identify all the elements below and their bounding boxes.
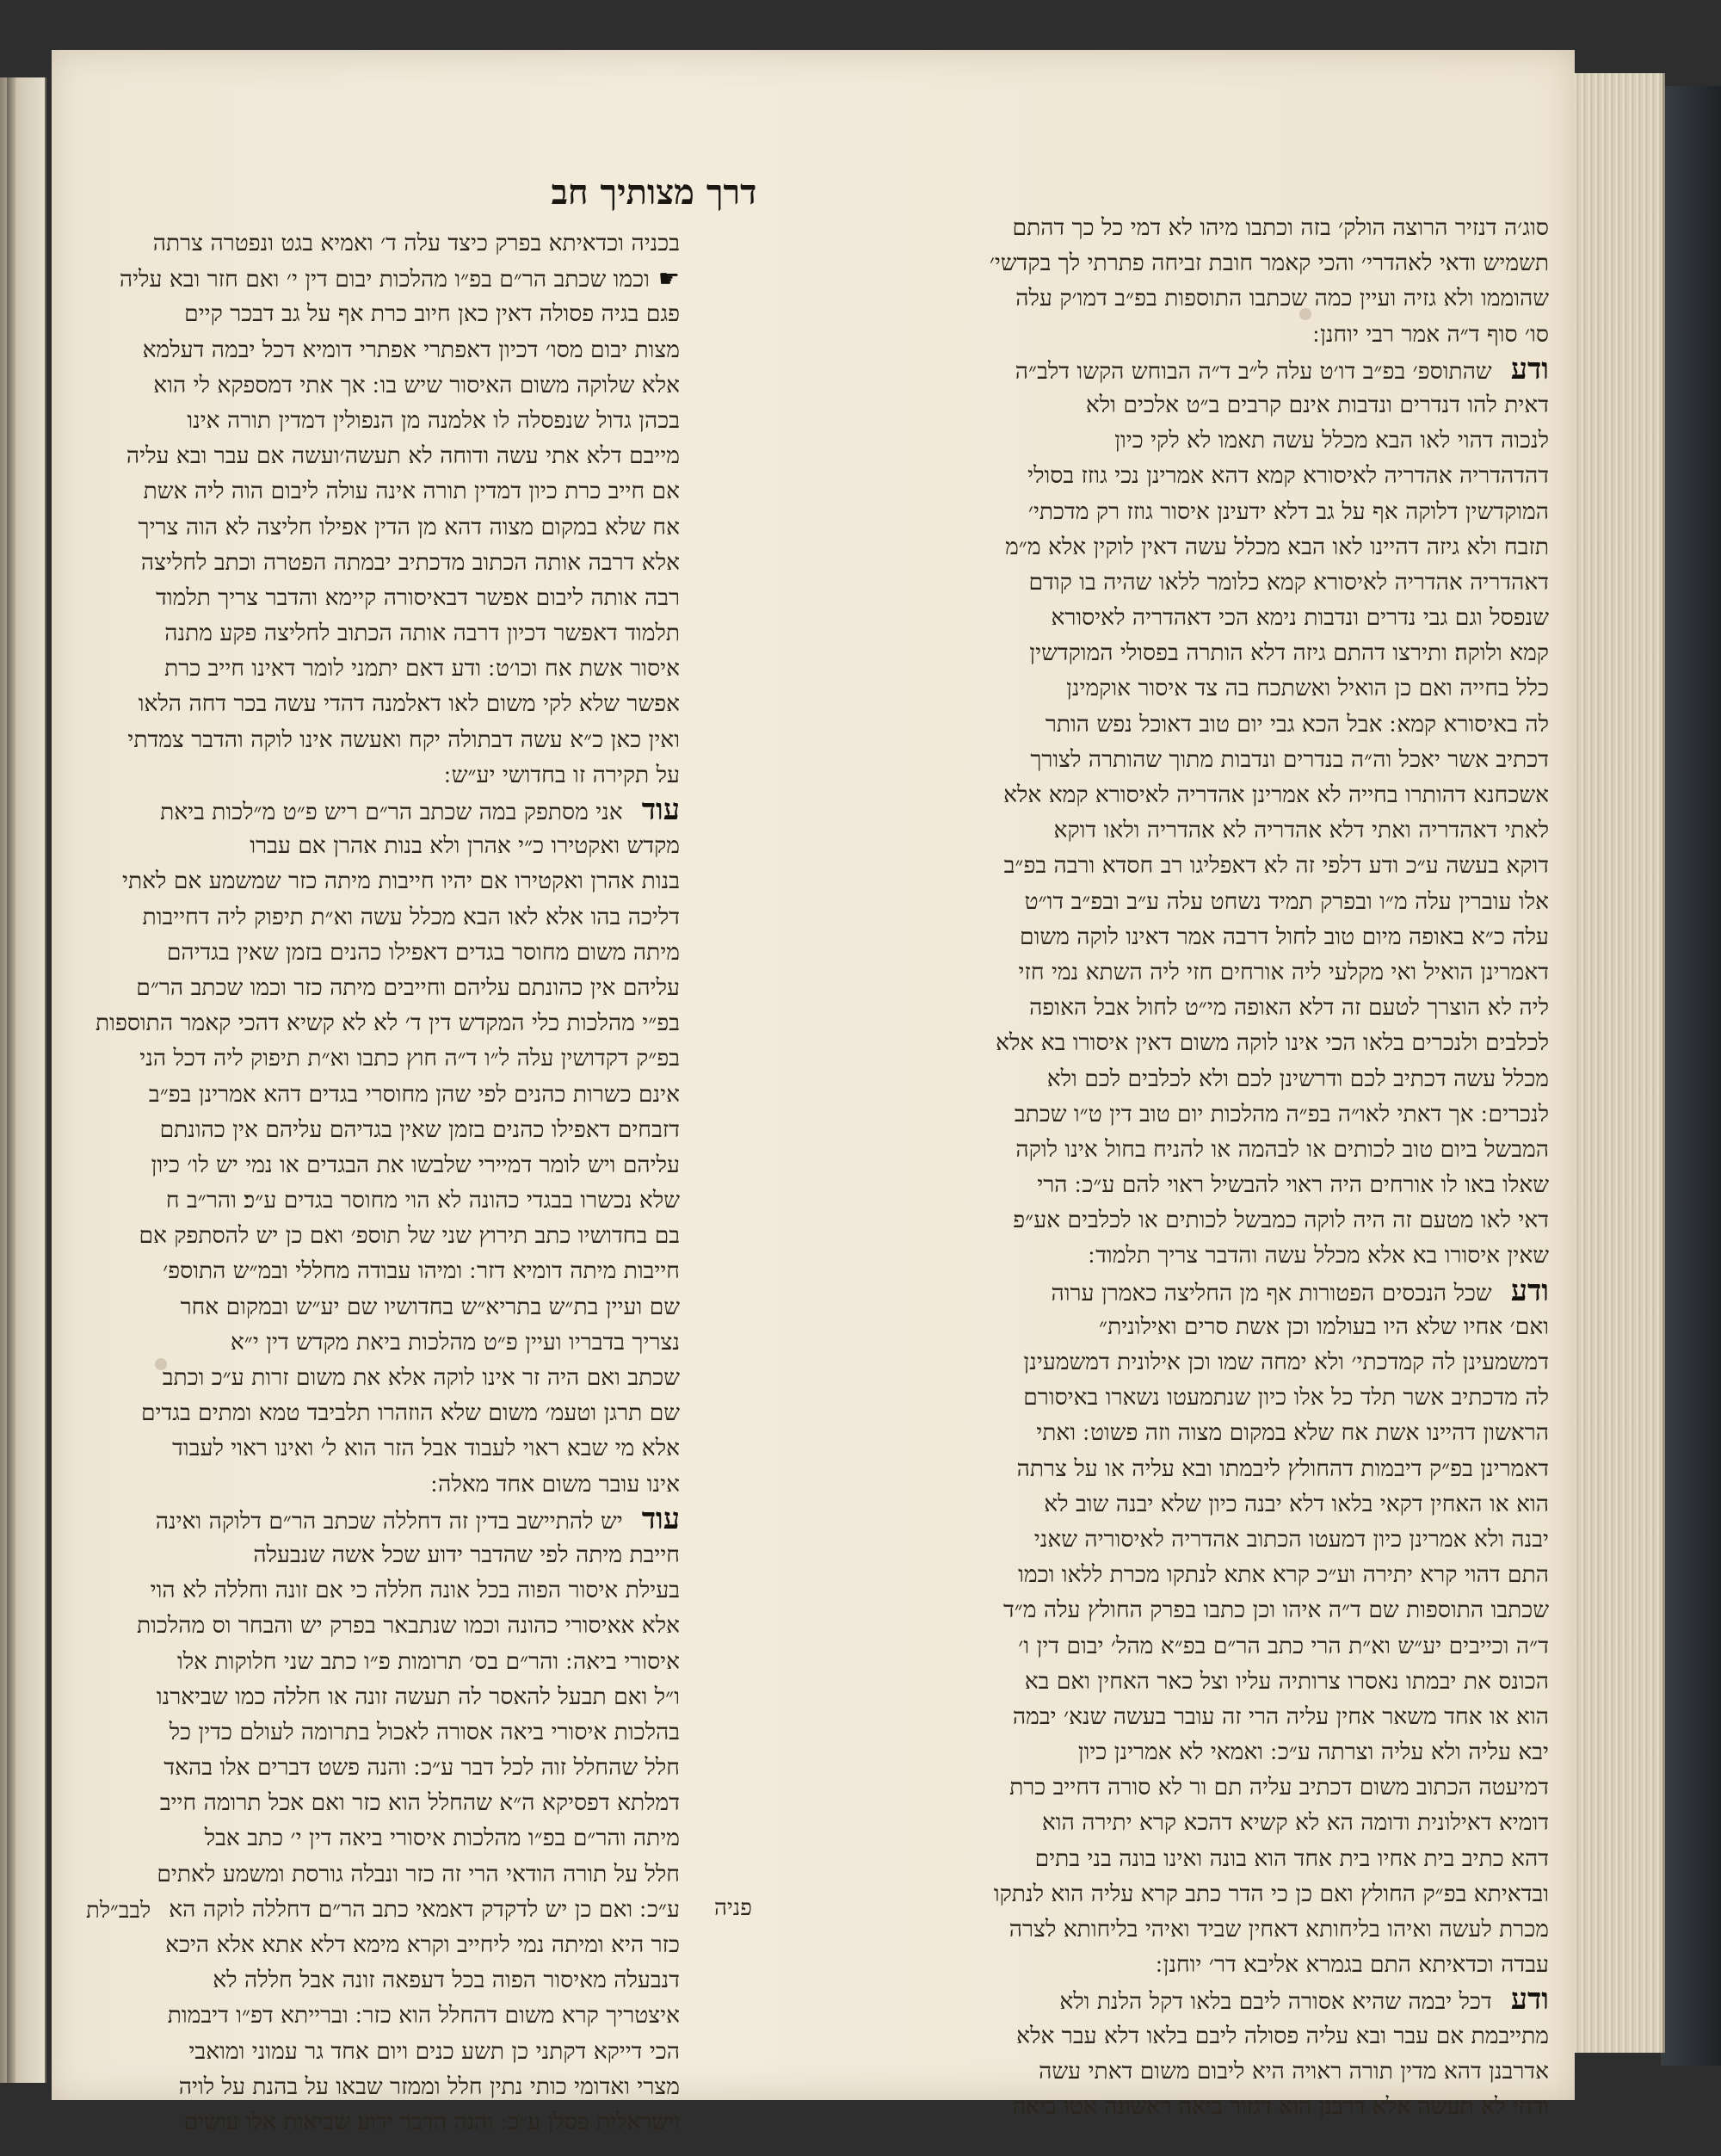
line-text: חלל שהחלל זוה לכל דבר ע״כ ׃ והנה פשט דברים אלו בהאד	[163, 1754, 680, 1782]
text-line	[86, 1750, 680, 1785]
text-line	[680, 1734, 1549, 1770]
text-line	[86, 1608, 680, 1643]
text-line	[680, 2089, 1549, 2124]
line-text: מיתה והר״ם בפ״ו מהלכות איסורי ביאה דין י׳ כתב אבל	[204, 1825, 680, 1852]
text-line	[680, 742, 1549, 777]
line-text: תשמיש ודאי לאהדרי׳ והכי קאמר חובת זביחה פתרתי לך בקדשי׳	[989, 250, 1549, 277]
left-page-edge	[0, 77, 46, 2083]
section-lead-word: ודע	[1510, 351, 1549, 386]
text-line	[680, 1592, 1549, 1628]
line-text: תזבח ולא גיזה דהיינו לאו הבא מכלל עשה דאין לוקין אלא מ״מ	[1005, 533, 1549, 560]
line-text: נצריך בדבריו ועיין פ״ט מהלכות ביאת מקדש דין י״א	[230, 1328, 680, 1356]
line-text: על תקירה זו בחדושי יע״ש ׃	[444, 761, 680, 788]
line-text: אם חייב כרת כיון דמדין תורה אינה עולה ליבום הוה ליה אשת	[143, 478, 680, 505]
line-text: עלה כ״א באופה מיום טוב לחול דרבה אמר דאינו לוקה משום	[1020, 923, 1549, 950]
line-text: איסור אשת אח וכו׳ט ׃ ודע דאם יתמני לומר דאינו חייב כרת	[164, 655, 680, 683]
text-line	[86, 793, 680, 828]
line-text: עבדה וכדאיתא התם בגמרא אליבא דר׳ יוחנן ׃	[1156, 1951, 1549, 1979]
line-text: עליהם אין כהונתם עליהם וחייבים מיתה כזר וכמו שכתב הר״ם	[136, 973, 680, 1001]
text-line	[680, 494, 1549, 529]
text-line	[86, 828, 680, 863]
line-text: שם תרגן וטעמ׳ משום שלא הוזהרו תלביבד טמא ומתים בגדים	[141, 1399, 680, 1427]
line-text: לנכוה דהוי לאו הבא מכלל עשה תאמו לא לקי כיון	[1114, 427, 1549, 454]
text-line	[680, 423, 1549, 458]
line-text: התם דהוי קרא יתירה וע״כ קרא אתא לנתקו מכרת ללאו וכמו	[1018, 1561, 1549, 1589]
line-text: דומיא דאילונית ודומה הא לא קשיא דהכא קרא יתירה הוא	[1041, 1809, 1549, 1837]
text-line	[86, 970, 680, 1005]
text-line	[86, 473, 680, 509]
text-line	[86, 225, 680, 261]
line-text: מצרי ואדומי כותי נתין חלל וממזר שבאו על בהנת על לויה	[178, 2073, 680, 2100]
text-line	[680, 848, 1549, 883]
pointing-hand-icon: ☛	[657, 264, 680, 293]
line-text: ד״ה וכייבים יע״ש וא״ת הרי כתב הר״ם בפ״א מהל׳ יבום דין ו׳	[1018, 1632, 1549, 1659]
line-text: וישראלית פסלן ע״כ ׃ והנה הדבר ידוע שביאות אלו עושים	[183, 2108, 680, 2135]
line-text: מכרת לעשה ואיהו בליחותא דאחין שביד ואיהי בליחותא לצרה	[1009, 1916, 1549, 1943]
text-line	[680, 1664, 1549, 1699]
line-text: ואין כאן כ״א עשה דבתולה יקח ואעשה אינו לוקה והדבר צמדתי	[127, 726, 680, 753]
line-text: אח שלא במקום מצוה דהא מן הדין אפילו חליצה לא הוה צריך	[138, 513, 680, 541]
text-line	[680, 1841, 1549, 1876]
text-line	[86, 1502, 680, 1537]
line-text: אני מסתפק במה שכתב הר״ם ריש פ״ט מ״לכות ביאת	[160, 799, 623, 825]
line-text: לנכרים ׃ אך דאתי לאו״ה בפ״ה מהלכות יום טוב דין ט״ו שכתב	[1014, 1100, 1549, 1127]
line-text: חלל על תורה הודאי הרי זה כזר ונבלה גורסת ומשמע לאתים	[157, 1860, 680, 1887]
line-text: רבה אותה ליבום אפשר דבאיסורה קיימא והדבר צריך תלמוד	[156, 584, 680, 611]
text-line	[680, 1202, 1549, 1238]
text-line	[86, 1927, 680, 1962]
catchword-right: פניה	[714, 1895, 752, 1921]
text-line	[86, 1325, 680, 1360]
left-page-gutter	[7, 77, 15, 2083]
text-line	[680, 529, 1549, 565]
line-text: שאלו באו לו אורחים היה ראוי להבשיל ראוי להם ע״כ ׃ הרי	[1037, 1171, 1549, 1199]
text-line	[680, 1770, 1549, 1805]
text-line	[680, 245, 1549, 281]
text-line	[86, 545, 680, 580]
text-line	[86, 757, 680, 793]
text-line	[680, 2018, 1549, 2054]
text-line	[86, 615, 680, 651]
line-text: שלא נכשרו בבגדי כהונה לא הוי מחוסר בגדים ע״כ׃ והר״ב ח	[165, 1187, 680, 1214]
text-line	[680, 1451, 1549, 1486]
line-text: הכונס את יבמתו נאסרו צרותיה עליו וצל כאר האחין ואם בא	[1024, 1667, 1549, 1695]
line-text: דוקא בעשה ע״כ ודע דלפי זה לא דאפליגו רב חסדא ורבה בפ״ב	[1003, 852, 1549, 880]
line-text: דכתיב אשר יאכל וה״ה בנדרים ונדבות מתוך שהותרה לצורך	[1030, 745, 1549, 773]
line-text: ו״ל ואם תבעל להאסר לה תעשה זונה או חללה כמו שביארנו	[156, 1683, 680, 1710]
line-text: מתייבמת אם עבר ובא עליה פסולה ליבם בלאו דלא עבר אלא	[1016, 2022, 1549, 2049]
section-lead-word: עוד	[641, 793, 680, 827]
text-line	[680, 1274, 1549, 1309]
line-text: אשכחנא דהותרו בחייה לא אמרינן אהדריה לאיסורא קמא אלא	[1003, 781, 1549, 808]
line-text: הכי דייקא דקתני כן תשע כנים ויום אחד גר עמוני ומואבי	[188, 2037, 680, 2065]
text-line	[86, 261, 680, 296]
line-text: יבא עליה ולא עליה וצרתה ע״כ ׃ ואמאי לא אמרינן כיון	[1077, 1739, 1549, 1766]
text-line	[680, 1380, 1549, 1415]
line-text: תלמוד דאפשר דכיון דרבה אותה הכתוב לחליצה פקע מתנה	[164, 620, 680, 647]
text-line	[86, 403, 680, 438]
text-line	[86, 368, 680, 403]
line-text: הוא או האחין דקאי בלאו דלא יבנה כיון שלא יבנה שוב לא	[1044, 1490, 1549, 1517]
line-text: קמא ולוקה׃ ותירצו דהתם גיזה דלא הותרה בפסולי המוקדשין	[1029, 639, 1549, 667]
text-line	[680, 1522, 1549, 1557]
line-text: דמלתא דפסיקא ה״א שהחלל הוא כזר ואם אכל תרומה חייב	[159, 1789, 680, 1817]
text-line	[86, 722, 680, 757]
text-line	[86, 332, 680, 368]
line-text: יש להתיישב בדין זה דחללה שכתב הר״ם דלוקה ואינה	[155, 1507, 623, 1535]
line-text: אלו עוברין עלה מ״ו ובפרק תמיד נשחט עלה ע״ב ובפ״ב דו״ט	[1024, 887, 1549, 915]
text-line	[86, 1644, 680, 1679]
text-line	[86, 1112, 680, 1147]
text-line	[86, 2104, 680, 2140]
line-text: בם בחדושיו כתב תירוץ שני של תוספ׳ ואם כן יש להסתפק אם	[139, 1222, 680, 1250]
line-text: מייבם דלא אתי עשה ודוחה לא תעשה׳ועשה אם עבר ובא עליה	[126, 442, 680, 470]
text-line	[680, 1557, 1549, 1592]
line-text: דאי לאו מטעם זה היה לוקה כמבשל לכותים או לכלבים אע״פ	[1013, 1207, 1549, 1234]
line-text: לכלבים ולנכרים בלאו הכי אינו לוקה משום דאין איסורו בא אלא	[996, 1029, 1549, 1057]
line-text: דכל יבמה שהיא אסורה ליבם בלאו דקל הלנת ולא	[1059, 1988, 1492, 2016]
line-text: אלא דרבה אותה הכתוב מדכתיב יבמתה הפטרה וכתב לחליצה	[140, 548, 680, 576]
text-line	[86, 1467, 680, 1502]
line-text: חייבות מיתה דומיא דזר ׃ ומיהו עבודה מחללי ובמ״ש התוספ׳	[163, 1257, 680, 1285]
line-text: כלל בחייה ואם כן הואיל ואשתכח בה צד איסור אוקמינן	[1066, 675, 1549, 702]
line-text: מכלל עשה דכתיב לכם ודרשינן לכם ולא לכלבים לכם ולא	[1046, 1065, 1549, 1092]
line-text: שכל הנכסים הפטורות אף מן החליצה כאמרן ערוה	[1051, 1279, 1492, 1307]
line-text: דליכה בהו אלא לאו הבא מכלל עשה וא״ת תיפוק ליה דחייבות	[142, 903, 680, 930]
line-text: בנות אהרן ואקטירו אם יהיו חייבות מיתה כזר שמשמע אם לאתי	[122, 868, 680, 895]
text-line	[680, 1982, 1549, 2017]
line-text: המוקדשין דלוקה אף על גב דלא ידעינן איסור גוזז רק מדכתי׳	[1027, 497, 1549, 525]
line-text: ואם׳ אחיו שלא היו בעולמו וכן אשת סרים ואילונית״	[1099, 1313, 1549, 1340]
text-line	[680, 1061, 1549, 1097]
line-text: סוג׳ה דנזיר הרוצה הולק׳ בזה וכתבו מיהו לא דמי כל כך דהתם	[1012, 214, 1549, 241]
page-stack-edge	[1559, 73, 1665, 2053]
text-line	[680, 635, 1549, 670]
text-line	[680, 777, 1549, 812]
line-text: אלא אאיסורי כהונה וכמו שנתבאר בפרק יש והבחר וס מהלכות	[136, 1612, 680, 1640]
text-line	[680, 1344, 1549, 1380]
text-line	[680, 1025, 1549, 1060]
text-line	[86, 1962, 680, 1998]
section-lead-word: עוד	[641, 1501, 680, 1536]
text-line	[86, 1998, 680, 2033]
text-line	[680, 565, 1549, 600]
line-text: דמיעטה הכתוב משום דכתיב עליה תם ור לא סורה דחייב כרת	[1009, 1774, 1549, 1801]
text-line	[680, 1415, 1549, 1450]
text-line	[680, 990, 1549, 1025]
line-text: שהוממו ולא גזיה ועיין כמה שכתבו התוספות בפ״ב דמו׳ק עלה	[1015, 285, 1549, 312]
line-text: שאין איסורו בא אלא מכלל עשה והדבר צריך תלמוד ׃	[1088, 1242, 1549, 1270]
text-line	[680, 670, 1549, 706]
text-line	[86, 1679, 680, 1714]
text-line	[86, 651, 680, 686]
line-text: המבשל ביום טוב לכותים או לבהמה או להניח בחול אינו לוקה	[1015, 1135, 1549, 1163]
text-line	[86, 580, 680, 615]
line-text: חייבת מיתה לפי שהדבר ידוע שכל אשה שנבעלה	[253, 1541, 680, 1568]
text-line	[86, 1820, 680, 1856]
text-line	[680, 1699, 1549, 1734]
text-line	[86, 1041, 680, 1076]
line-text: הראשון דהיינו אשת אח שלא במקום מצוה וזה פשוט ׃ ואתי	[1036, 1419, 1549, 1447]
text-line	[680, 317, 1549, 352]
text-line	[86, 863, 680, 899]
line-text: לה באיסורא קמא ׃ אבל הכא גבי יום טוב דאוכל נפש הותר	[1045, 710, 1549, 738]
line-text: מקדש ואקטירו כ״י אהרן ולא בנות אהרן אם עברו	[250, 832, 680, 860]
line-text: לה מדכתיב אשר תלד כל אלו כיון שנתמעטו נשארו באיסורם	[1023, 1384, 1549, 1412]
text-line	[86, 1147, 680, 1183]
line-text: מצות יבום מסו׳ דכיון דאפתרי אפתרי דומיא דכל יבמה דעלמא	[142, 336, 680, 363]
text-line	[86, 1537, 680, 1572]
text-line	[86, 1005, 680, 1041]
text-line	[86, 1218, 680, 1253]
text-line	[680, 707, 1549, 742]
text-line	[86, 1360, 680, 1395]
text-line	[680, 919, 1549, 954]
line-text: דנבעלה מאיסור הפוה בכל דעפאה זונה אבל חללה לא	[213, 1967, 680, 1994]
line-text: אדרבנן דהא מדין תורה ראויה היא ליבום משום דאתי עשה	[1039, 2057, 1549, 2085]
text-line	[86, 1183, 680, 1218]
line-text: שכתבו התוספות שם ד״ה איהו וכן כתבו בפרק החולץ עלה מ״ד	[1002, 1597, 1549, 1624]
text-line	[680, 1167, 1549, 1202]
text-line	[680, 281, 1549, 316]
line-text: ע״כ ׃ ואם כן יש לדקדק דאמאי כתב הר״ם דחללה לוקה הא	[169, 1895, 680, 1923]
text-line	[680, 1628, 1549, 1664]
line-text: בפ״ק דקדושין עלה ל״ו ד״ה חוץ כתבו וא״ת תיפוק ליה דכל הני	[139, 1045, 680, 1072]
line-text: דאמרינן בפ״ק דיבמות דהחולץ ליבמתו ובא עליה או על צרתה	[1016, 1455, 1549, 1482]
book-cover-right	[1661, 86, 1721, 2066]
line-text: ודחי לא תעשה אלא דרבנן הוא דגזור ביאה ראשונה אטו ביאה	[1012, 2092, 1549, 2120]
line-text: יבנה ולא אמרינן כיון דמעטו הכתוב אהדריה לאיסוריה שאני	[1033, 1525, 1549, 1553]
text-line	[680, 1132, 1549, 1167]
section-lead-word: ודע	[1510, 1982, 1549, 2017]
text-line	[680, 2054, 1549, 2089]
line-text: אפשר שלא לקי משום לאו דאלמנה דהדי עשה בכר דחה הלאו	[138, 690, 680, 718]
text-line	[86, 1785, 680, 1820]
text-line	[86, 1430, 680, 1466]
line-text: ליה לא הוצרך לטעם זה דלא האופה מי״ט לחול אבל האופה	[1029, 994, 1549, 1022]
line-text: אלא שלוקה משום האיסור שיש בו ׃ אך אתי דמספקא לי הוא	[153, 371, 680, 398]
line-text: הוא או אחד משאר אחין עליה הרי זה עובר בעשה שנא׳ יבמה	[1012, 1702, 1549, 1730]
text-line	[86, 1856, 680, 1892]
line-text: דאמרינן הואיל ואי מקלעי ליה אורחים חזי ליה השתא נמי חזי	[1018, 958, 1549, 985]
line-text: דאית להו דנדרים ונדבות אינם קרבים ב״ט אלכים ולא	[1085, 391, 1549, 418]
text-line	[680, 1805, 1549, 1840]
line-text: כזר היא ומיתה נמי ליחייב וקרא מימא דלא אתא אלא היכא	[165, 1931, 680, 1958]
text-line	[86, 1253, 680, 1288]
text-line	[680, 884, 1549, 919]
line-text: ובדאיתא בפ״ק החולץ ואם כן כי הדר כתב קרא עליה הוא לנתקו	[993, 1880, 1549, 1907]
right-text-column	[680, 210, 1549, 2120]
text-line	[86, 2034, 680, 2069]
text-line	[680, 1947, 1549, 1982]
text-line	[680, 1486, 1549, 1522]
line-text: דהדהדריה אהדריה לאיסורא קמא דהא אמרינן נכי גוזז בסולי	[1027, 462, 1549, 490]
section-lead-word: ודע	[1510, 1273, 1549, 1308]
text-line	[86, 686, 680, 721]
line-text: בכהן גדול שנפסלה לו אלמנה מן הנפולין דמדין תורה אינו	[187, 406, 680, 434]
line-text: דמשמעינן לה קמדכתי׳ ולא ימחה שמו וכן אילונית דמשמעינן	[1023, 1349, 1549, 1375]
text-line	[86, 1714, 680, 1750]
line-text: בעילת איסור הפוה בכל אונה חללה כי אם זונה וחללה לא הוי	[150, 1577, 680, 1604]
line-text: אינו עובר משום אחד מאלה ׃	[430, 1470, 680, 1498]
line-text: איסורי ביאה ׃ והר״ם בס׳ תרומות פ״ו כתב שני חלוקות אלו	[177, 1647, 680, 1675]
text-line	[680, 352, 1549, 387]
text-line	[680, 812, 1549, 848]
text-line	[680, 210, 1549, 245]
line-text: פגם בגיה פסולה דאין כאן חיוב כרת אף על גב דבכר קיים	[184, 300, 680, 328]
line-text: שם ועיין בת״ש בתריא״ש בחדושיו שם יע״ש ובמקום אחר	[180, 1293, 680, 1320]
text-line	[86, 935, 680, 970]
line-text: דהא כתיב בית אחיו בית אחד הוא בונה ואינו בונה בני בתים	[1034, 1844, 1549, 1872]
text-line	[86, 1077, 680, 1112]
line-text: עליהם ויש לומר דמיירי שלבשו את הבגדים או נמי יש לו׳ כיון	[151, 1151, 680, 1178]
text-line	[86, 296, 680, 331]
line-text: בכניה וכדאיתא בפרק כיצד עלה ד׳ ואמיא בגט ונפטרה צרתה	[152, 230, 680, 256]
text-line	[86, 438, 680, 473]
line-text: בהלכות איסורי ביאה אסורה לאכול בתרומה לעולם כדין כל	[169, 1718, 680, 1745]
line-text: שכתב ואם היה זר אינו לוקה אלא את משום זרות ע״כ וכתב	[162, 1364, 680, 1391]
text-line	[680, 387, 1549, 423]
line-text: בפ״י מהלכות כלי המקדש דין ד׳ לא לא קשיא דהכי קאמר התוספות	[96, 1010, 680, 1037]
text-line	[680, 600, 1549, 635]
line-text: שהתוספ׳ בפ״ב דו׳ט עלה ל״ב ד״ה הבוחש הקשו דלב״ה	[1015, 357, 1492, 385]
line-text: איצטריך קרא משום דהחלל הוא כזר ׃ וברייתא דפ״ו דיבמות	[167, 2002, 680, 2029]
line-text: שנפסל וגם גבי נדרים ונדבות נימא הכי דאהדריה לאיסורא	[1051, 604, 1549, 632]
text-line	[86, 1572, 680, 1608]
text-line	[680, 458, 1549, 493]
text-line	[86, 1395, 680, 1430]
text-line	[86, 510, 680, 545]
running-header: דרך מצותיך חב	[551, 172, 757, 213]
text-line	[86, 1289, 680, 1325]
text-line	[680, 1309, 1549, 1344]
text-line	[680, 1097, 1549, 1132]
line-text: אינם כשרות כהנים לפי שהן מחוסרי בגדים דהא אמרינן בפ״ב	[148, 1080, 680, 1108]
text-line	[86, 2069, 680, 2104]
line-text: לאתי דאהדריה ואתי דלא אהדריה לא אהדריה ולאו דוקא	[1053, 817, 1549, 844]
text-line	[680, 1238, 1549, 1273]
text-line	[680, 954, 1549, 990]
line-text: דאהדריה אהדריה לאיסורא קמא כלומר ללאו שהיה בו קודם	[1028, 568, 1549, 596]
line-text: מיתה משום מחוסר בגדים דאפילו כהנים בזמן שאין בגדיהם	[166, 938, 680, 966]
line-text: דזבחים דאפילו כהנים בזמן שאין בגדיהם עליהם אין כהונתם	[159, 1115, 680, 1143]
line-text: סו׳ סוף ד״ה אמר רבי יוחנן ׃	[1312, 320, 1549, 348]
line-text: אלא מי שבא ראוי לעבוד אבל הזר הוא ל׳ ואינו ראוי לעבוד	[172, 1435, 680, 1462]
catchword-left: לבב״לת	[86, 1898, 151, 1924]
left-text-column	[86, 225, 680, 2135]
text-line	[86, 899, 680, 935]
line-text: וכמו שכתב הר״ם בפ״ו מהלכות יבום דין י׳ ואם חזר ובא עליה	[119, 266, 650, 293]
